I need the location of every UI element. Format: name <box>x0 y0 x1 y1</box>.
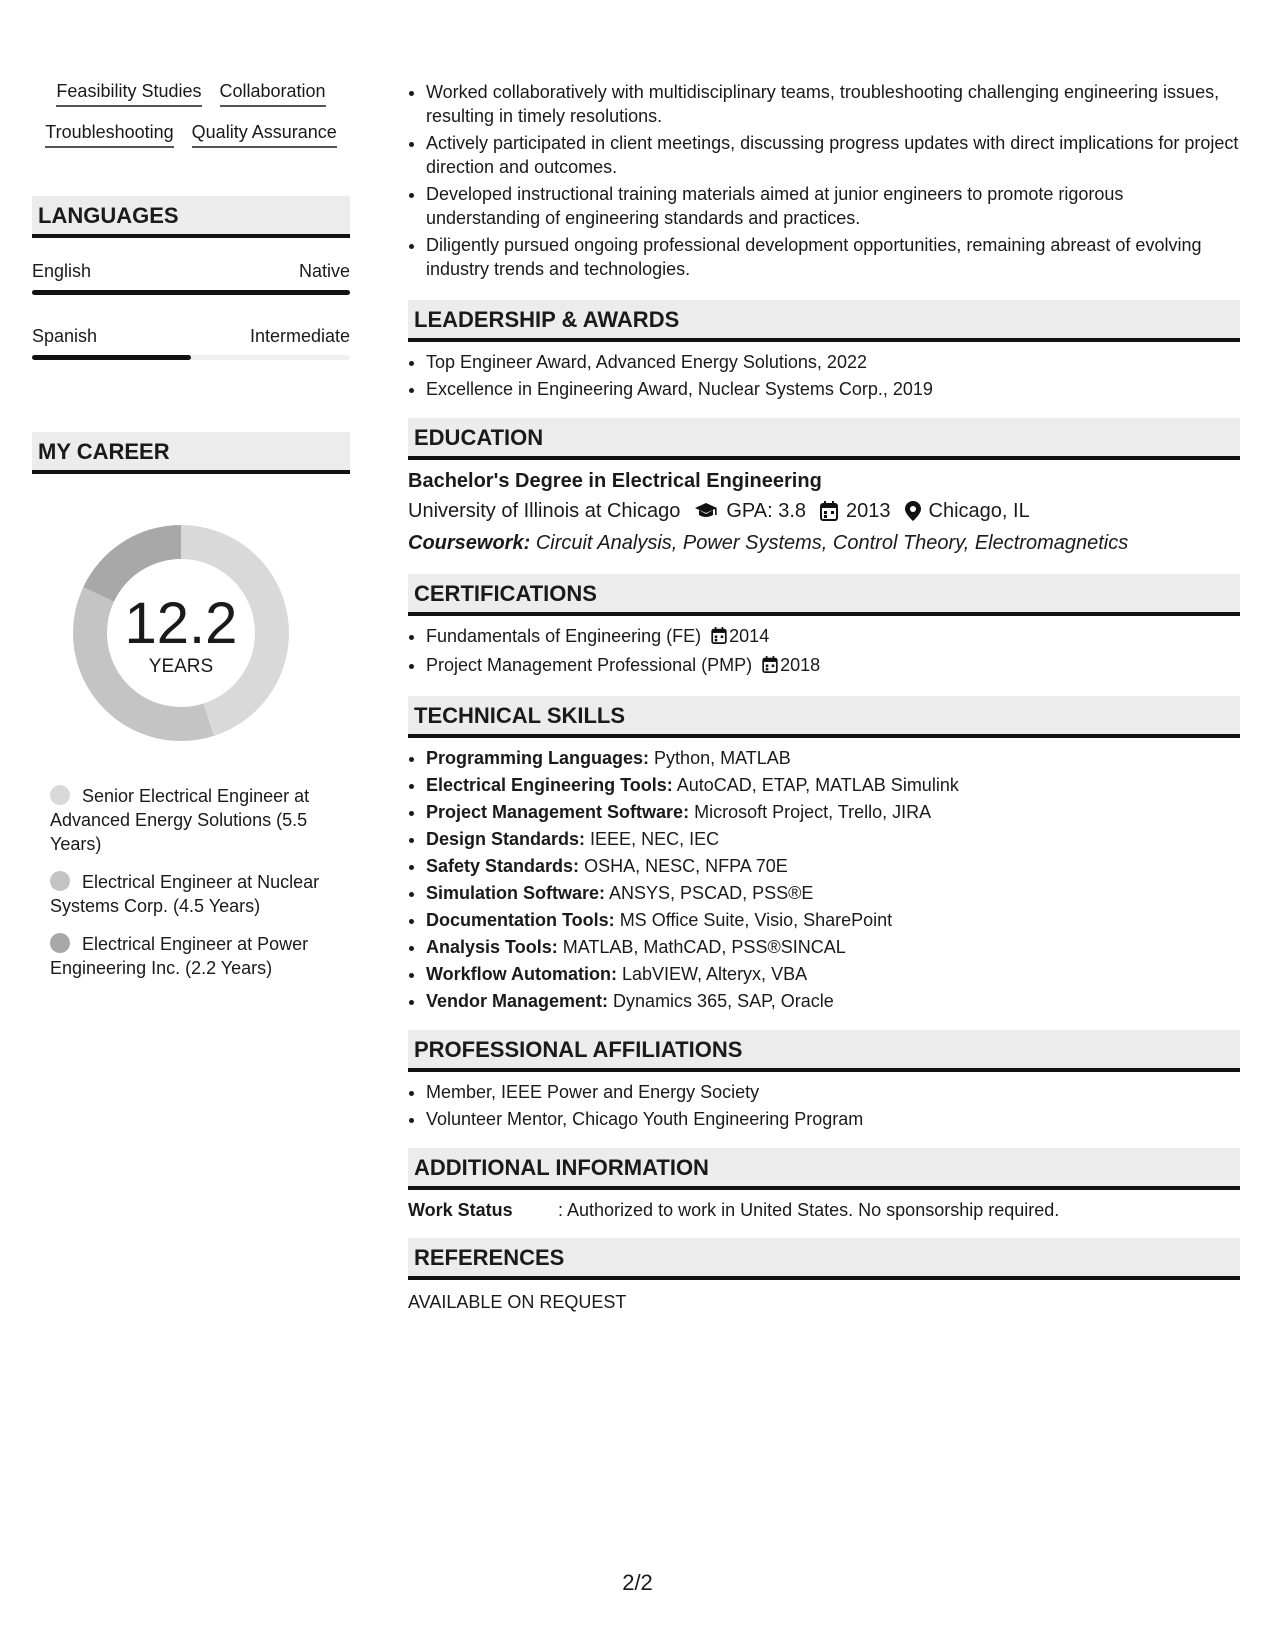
certification-name: Fundamentals of Engineering (FE) <box>426 626 702 646</box>
language-bar <box>32 290 350 295</box>
work-status-label: Work Status <box>408 1200 513 1220</box>
list-item <box>426 624 1240 650</box>
skill-label: Documentation Tools: <box>426 910 615 930</box>
skill-value: Python, MATLAB <box>654 748 791 768</box>
skill-value: MATLAB, MathCAD, PSS®SINCAL <box>562 937 846 957</box>
work-status-value: : Authorized to work in United States. No sponsorship required. <box>558 1200 1060 1220</box>
legend-item <box>50 932 330 980</box>
language-bar-fill <box>32 355 191 360</box>
legend-dot <box>50 933 70 953</box>
coursework-list: Circuit Analysis, Power Systems, Control Theory, Electromagnetics <box>535 532 1129 554</box>
legend-label: Senior Electrical Engineer at Advanced Energy Solutions (5.5 Years) <box>50 786 310 854</box>
legend-item <box>50 870 330 918</box>
list-item <box>426 653 1240 679</box>
list-item: • Worked collaboratively with multidisciplinary teams, troubleshooting challenging engineering issues, resulting in timely resolutions. <box>426 80 1240 128</box>
list-item <box>426 908 1240 932</box>
coursework-label: Coursework: <box>408 532 531 554</box>
list-item: • Volunteer Mentor, Chicago Youth Engineering Program <box>426 1107 1240 1131</box>
skill-value: AutoCAD, ETAP, MATLAB Simulink <box>676 775 959 795</box>
skill-label: Analysis Tools: <box>426 937 558 957</box>
gpa: GPA: 3.8 <box>726 500 807 522</box>
career-legend <box>50 784 330 980</box>
skill-label: Design Standards: <box>426 829 586 849</box>
certifications-heading: CERTIFICATIONS <box>408 574 1240 616</box>
list-item: • Top Engineer Award, Advanced Energy Solutions, 2022 <box>426 350 1240 374</box>
list-item: • Developed instructional training materials aimed at junior engineers to promote rigorous understanding of engineering standards and practices. <box>426 182 1240 230</box>
language-bar-fill <box>32 290 350 295</box>
career-donut-chart <box>66 518 296 748</box>
calendar-icon <box>820 501 838 521</box>
references-heading: REFERENCES <box>408 1238 1240 1280</box>
skill-label: Simulation Software: <box>426 883 606 903</box>
education-details <box>408 498 1240 524</box>
work-status-row <box>408 1198 1240 1222</box>
school-location: Chicago, IL <box>928 500 1030 522</box>
language-english <box>32 260 350 295</box>
list-item <box>426 935 1240 959</box>
skill-value: MS Office Suite, Visio, SharePoint <box>619 910 893 930</box>
legend-dot <box>50 871 70 891</box>
list-item: • Actively participated in client meetings, discussing progress updates with direct implications for project direction and outcomes. <box>426 131 1240 179</box>
language-name: English <box>32 261 92 281</box>
graduation-cap-icon <box>694 502 718 520</box>
skill-label: Project Management Software: <box>426 802 690 822</box>
calendar-icon <box>762 655 778 679</box>
language-spanish <box>32 325 350 360</box>
graduation-year: 2013 <box>846 500 891 522</box>
location-pin-icon <box>905 501 921 521</box>
skill-label: Safety Standards: <box>426 856 580 876</box>
page-number: 2/2 <box>622 1570 653 1595</box>
references-text: AVAILABLE ON REQUEST <box>408 1292 627 1312</box>
language-level: Native <box>298 261 350 281</box>
skill-tag: Feasibility Studies <box>56 80 201 107</box>
right-column <box>408 80 1240 1314</box>
certification-name: Project Management Professional (PMP) <box>426 655 753 675</box>
school-name: University of Illinois at Chicago <box>408 500 681 522</box>
skill-tag: Quality Assurance <box>192 121 337 148</box>
list-item: • Excellence in Engineering Award, Nuclear Systems Corp., 2019 <box>426 377 1240 401</box>
list-item <box>426 827 1240 851</box>
languages-heading: LANGUAGES <box>32 196 350 238</box>
technical-skills-heading: TECHNICAL SKILLS <box>408 696 1240 738</box>
career-unit: YEARS <box>148 656 214 677</box>
legend-label: Electrical Engineer at Nuclear Systems Corp. (4.5 Years) <box>50 872 320 916</box>
legend-label: Electrical Engineer at Power Engineering Inc. (2.2 Years) <box>50 934 309 978</box>
calendar-icon <box>711 626 727 650</box>
coursework <box>408 530 1240 556</box>
affiliations-list <box>408 1080 1240 1131</box>
list-item <box>426 881 1240 905</box>
skill-tag: Troubleshooting <box>45 121 173 148</box>
list-item <box>426 962 1240 986</box>
certification-year: 2014 <box>729 626 770 646</box>
additional-info-heading: ADDITIONAL INFORMATION <box>408 1148 1240 1190</box>
language-name: Spanish <box>32 326 98 346</box>
skill-tags <box>32 80 350 148</box>
legend-dot <box>50 785 70 805</box>
affiliations-heading: PROFESSIONAL AFFILIATIONS <box>408 1030 1240 1072</box>
awards-heading: LEADERSHIP & AWARDS <box>408 300 1240 342</box>
list-item <box>426 854 1240 878</box>
left-column <box>32 80 350 994</box>
list-item <box>426 989 1240 1013</box>
skill-value: Microsoft Project, Trello, JIRA <box>694 802 932 822</box>
skill-label: Electrical Engineering Tools: <box>426 775 673 795</box>
skill-label: Programming Languages: <box>426 748 650 768</box>
certifications-list <box>408 624 1240 679</box>
career-total: 12.2 <box>124 591 238 656</box>
certification-year: 2018 <box>780 655 821 675</box>
list-item: • Member, IEEE Power and Energy Society <box>426 1080 1240 1104</box>
list-item: • Diligently pursued ongoing professional development opportunities, remaining abreast of evolving industry trends and technologies. <box>426 233 1240 281</box>
degree-title: Bachelor's Degree in Electrical Engineering <box>408 470 822 492</box>
list-item <box>426 773 1240 797</box>
education-heading: EDUCATION <box>408 418 1240 460</box>
list-item <box>426 800 1240 824</box>
skill-value: ANSYS, PSCAD, PSS®E <box>609 883 814 903</box>
skill-tag: Collaboration <box>220 80 326 107</box>
technical-skills-list <box>408 746 1240 1013</box>
list-item <box>426 746 1240 770</box>
experience-bullets <box>408 80 1240 281</box>
legend-item <box>50 784 330 856</box>
language-bar <box>32 355 350 360</box>
language-level: Intermediate <box>249 326 350 346</box>
career-heading: MY CAREER <box>32 432 350 474</box>
skill-label: Vendor Management: <box>426 991 609 1011</box>
skill-value: Dynamics 365, SAP, Oracle <box>613 991 834 1011</box>
awards-list <box>408 350 1240 401</box>
skill-label: Workflow Automation: <box>426 964 617 984</box>
skill-value: LabVIEW, Alteryx, VBA <box>622 964 808 984</box>
skill-value: OSHA, NESC, NFPA 70E <box>584 856 788 876</box>
skill-value: IEEE, NEC, IEC <box>590 829 720 849</box>
